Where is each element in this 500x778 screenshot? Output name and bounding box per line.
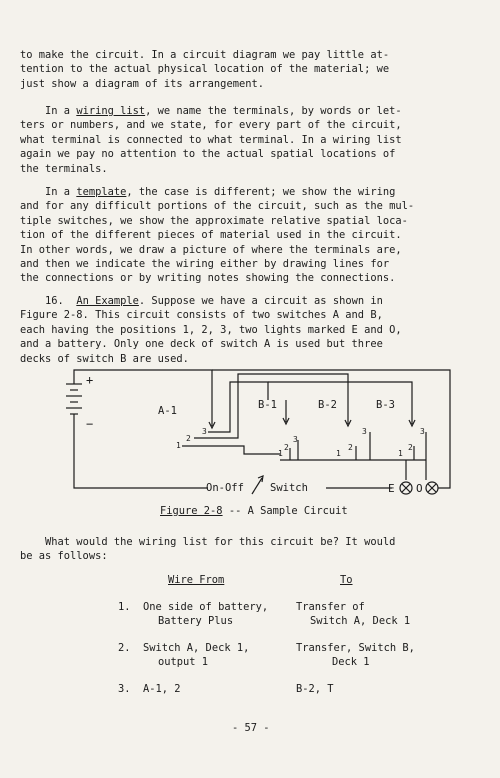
switch-b1-label: B-1 bbox=[258, 399, 277, 411]
lamp-e-label: E bbox=[388, 482, 395, 495]
on-off-label: On-Off bbox=[206, 482, 244, 494]
page-number: - 57 - bbox=[232, 722, 270, 734]
paragraph-question: What would the wiring list for this circuit be? It would be as follows: bbox=[20, 536, 396, 563]
b1-terminal-2: 2 bbox=[284, 443, 289, 452]
b3-terminal-1: 1 bbox=[398, 449, 403, 458]
switch-a1-label: A-1 bbox=[158, 405, 177, 417]
term-template: template bbox=[76, 186, 127, 198]
document-page: to make the circuit. In a circuit diagram we pay little at- tention to the actual physical location of the material; we just show a diagram of its arrangement. In a wiring list, we name the terminals, by words or let- ters or numbers, and we state, for every part of the circuit, what terminal is connected to what terminal. In a wiring list again we pay no attention to the actual spatial locations of the terminals. In a template, the case is different; we show the wiring and for any difficult portions of the circuit, such as the mul- tiple switches, we show the approximate relative spatial loca- tion of the different pieces of material used in the circuit. In other words, we draw a picture of where the terminals are, and then we indicate the wiring either by drawing lines for the connections or by writing notes showing the connections. 16. An Example. Suppose we have a circuit as shown in Figure 2-8. This circuit consists of two switches A and B, each having the positions 1, 2, 3, two lights marked E and O, and a battery. Only one deck of switch A is used but three decks of switch B are used. + − A-1 1 2 3 B-1 1 2 3 B-2 1 2 3 B-3 1 2 3 On-Off Switch E O Figure 2-8 -- A Sample Circuit What would the wiring list for this circuit be? It would be as follows: Wire From To 1. One side of battery, Battery Plus Transfer of Switch A, Deck 1 2. Switch A, Deck 1, output 1 Transfer, Switch B, Deck 1 3. A-1, 2 B-2, T - 57 - bbox=[0, 0, 500, 778]
b2-terminal-2: 2 bbox=[348, 443, 353, 452]
figure-caption: Figure 2-8 -- A Sample Circuit bbox=[160, 505, 348, 517]
b2-terminal-3: 3 bbox=[362, 427, 367, 436]
switch-b2-label: B-2 bbox=[318, 399, 337, 411]
b3-terminal-2: 2 bbox=[408, 443, 413, 452]
term-wiring-list: wiring list bbox=[76, 105, 146, 117]
a1-terminal-2: 2 bbox=[186, 434, 191, 443]
on-off-switch-arm bbox=[252, 478, 262, 494]
paragraph-template: In a template, the case is different; we show the wiring and for any difficult portions of the circuit, such as the mul- tiple switches, we show the approximate relative spatial loca- tion of the different pieces of material used in the circuit. In other words, we draw a picture of where the terminals are, and then we indicate the wiring either by drawing lines for the connections or by writing notes showing the connections. bbox=[20, 186, 415, 285]
battery-minus-label: − bbox=[86, 417, 94, 431]
paragraph-wiring-list: In a wiring list, we name the terminals, by words or let- ters or numbers, and we state, for every part of the circuit, what terminal is connected to what terminal. In a wiring list again we pay no attention to the actual spatial locations of the terminals. bbox=[20, 105, 402, 175]
b2-terminal-1: 1 bbox=[336, 449, 341, 458]
b1-terminal-1: 1 bbox=[278, 449, 283, 458]
lamp-o-label: O bbox=[416, 482, 423, 495]
table-header-to: To bbox=[340, 574, 353, 586]
paragraph-circuit-diagram: to make the circuit. In a circuit diagram we pay little at- tention to the actual physical location of the material; we just show a diagram of its arrangement. bbox=[20, 49, 390, 90]
switch-label: Switch bbox=[270, 482, 308, 494]
a1-terminal-1: 1 bbox=[176, 441, 181, 450]
battery-plus-label: + bbox=[86, 373, 94, 387]
b1-terminal-3: 3 bbox=[293, 435, 298, 444]
b3-terminal-3: 3 bbox=[420, 427, 425, 436]
a1-terminal-3: 3 bbox=[202, 427, 207, 436]
paragraph-example: 16. An Example. Suppose we have a circuit as shown in Figure 2-8. This circuit consists of two switches A and B, each having the positions 1, 2, 3, two lights marked E and O, and a battery. Only one deck of switch A is used but three decks of switch B are used. bbox=[20, 295, 402, 365]
battery-symbol bbox=[66, 384, 82, 414]
term-an-example: An Example bbox=[76, 295, 139, 307]
table-header-from: Wire From bbox=[168, 574, 225, 586]
circuit-diagram bbox=[0, 362, 500, 502]
switch-b3-label: B-3 bbox=[376, 399, 395, 411]
figure-caption-label: Figure 2-8 bbox=[160, 505, 223, 517]
